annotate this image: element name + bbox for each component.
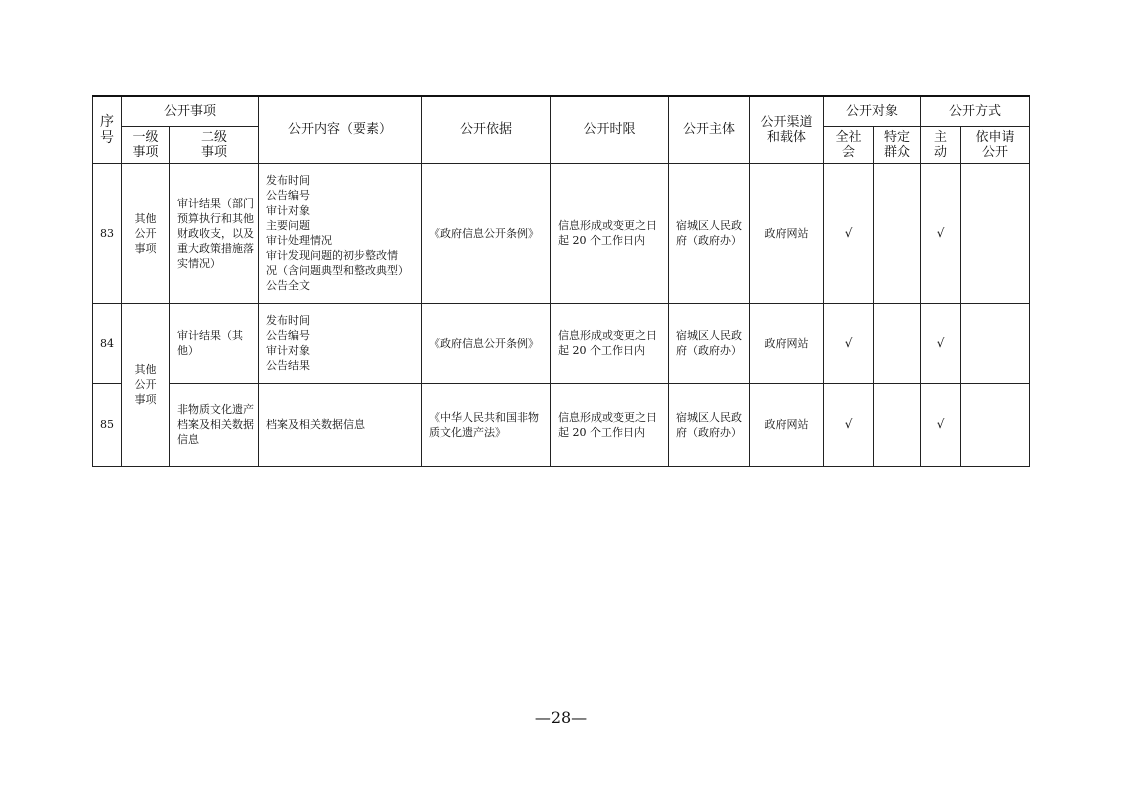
header-level2 [170,126,259,163]
header-level1-line1: 一级 [132,129,159,145]
row-seq: 84 [93,303,122,383]
row-level1-line: 公开 [134,378,157,391]
row-level1-merged [122,303,170,466]
header-method-request-line1: 依申请 [975,129,1015,145]
row-channel: 政府网站 [750,163,824,303]
header-time-limit: 公开时限 [551,96,669,163]
row-level1-line: 事项 [134,241,157,255]
row-content [259,383,422,466]
row-seq: 85 [93,383,122,466]
header-subject: 公开主体 [669,96,750,163]
row-method-active-check: √ [921,163,961,303]
header-target-all-line2: 会 [842,144,856,160]
header-method-active [921,126,961,163]
header-level1-line2: 事项 [132,144,159,160]
table-row [93,163,1030,303]
header-target-all-line1: 全社 [835,129,862,145]
content-line: 审计发现问题的初步整改情 [266,249,399,262]
row-target-all-check: √ [824,303,874,383]
header-channel-line1: 公开渠道 [760,114,813,130]
row-level1-line: 其他 [134,363,157,376]
row-level1-line: 公开 [134,226,157,240]
row-basis: 《政府信息公开条例》 [422,303,551,383]
content-line: 审计处理情况 [266,234,333,247]
content-line: 公告编号 [266,189,311,202]
row-level2: 非物质文化遗产档案及相关数据信息 [170,383,259,466]
header-seq-line2: 号 [100,129,114,146]
header-target-specific-line1: 特定 [884,129,911,145]
content-line: 发布时间 [266,174,311,187]
content-line: 发布时间 [266,314,311,327]
header-method-active-line1: 主 [934,129,948,145]
header-method-request [961,126,1030,163]
row-level2: 审计结果（部门预算执行和其他财政收支，以及重大政策措施落实情况） [170,163,259,303]
header-level2-line2: 事项 [201,144,228,160]
content-line: 况（含问题典型和整改典型） [266,264,410,277]
row-subject: 宿城区人民政府（政府办） [669,163,750,303]
content-line: 档案及相关数据信息 [266,418,366,431]
header-target-specific [874,126,921,163]
row-target-all-check: √ [824,163,874,303]
content-line: 审计对象 [266,204,311,217]
content-line: 审计对象 [266,344,311,357]
content-line: 主要问题 [266,219,311,232]
header-basis: 公开依据 [422,96,551,163]
header-public-item: 公开事项 [122,96,259,126]
row-channel: 政府网站 [750,383,824,466]
header-level1 [122,126,170,163]
row-seq: 83 [93,163,122,303]
table-row [93,303,1030,383]
row-level1-line: 其他 [134,211,157,225]
row-content [259,163,422,303]
row-method-active-check: √ [921,303,961,383]
header-method: 公开方式 [921,96,1030,126]
page-number: —28— [534,708,588,727]
row-target-specific-check [874,163,921,303]
row-level2: 审计结果（其他） [170,303,259,383]
row-subject: 宿城区人民政府（政府办） [669,383,750,466]
row-basis: 《政府信息公开条例》 [422,163,551,303]
row-subject: 宿城区人民政府（政府办） [669,303,750,383]
header-method-request-line2: 公开 [982,144,1009,160]
header-seq-line1: 序 [100,113,114,130]
header-method-active-line2: 动 [934,144,948,160]
table-row [93,383,1030,466]
content-line: 公告全文 [266,279,311,292]
header-target-specific-line2: 群众 [884,144,911,160]
row-channel: 政府网站 [750,303,824,383]
header-channel-line2: 和载体 [767,129,807,145]
row-method-request-check [961,303,1030,383]
content-line: 公告编号 [266,329,311,342]
row-content [259,303,422,383]
disclosure-table [92,95,1030,467]
row-method-request-check [961,163,1030,303]
row-target-specific-check [874,383,921,466]
row-time-limit: 信息形成或变更之日起 20 个工作日内 [551,163,669,303]
header-content: 公开内容（要素） [259,96,422,163]
content-line: 公告结果 [266,359,311,372]
row-level1-line: 事项 [134,393,157,406]
row-time-limit: 信息形成或变更之日起 20 个工作日内 [551,303,669,383]
header-seq [93,96,122,163]
row-method-active-check: √ [921,383,961,466]
header-target-all [824,126,874,163]
header-channel [750,96,824,163]
row-target-specific-check [874,303,921,383]
header-target: 公开对象 [824,96,921,126]
row-time-limit: 信息形成或变更之日起 20 个工作日内 [551,383,669,466]
row-target-all-check: √ [824,383,874,466]
row-basis: 《中华人民共和国非物质文化遗产法》 [422,383,551,466]
row-method-request-check [961,383,1030,466]
header-level2-line1: 二级 [201,129,228,145]
row-level1 [122,163,170,303]
